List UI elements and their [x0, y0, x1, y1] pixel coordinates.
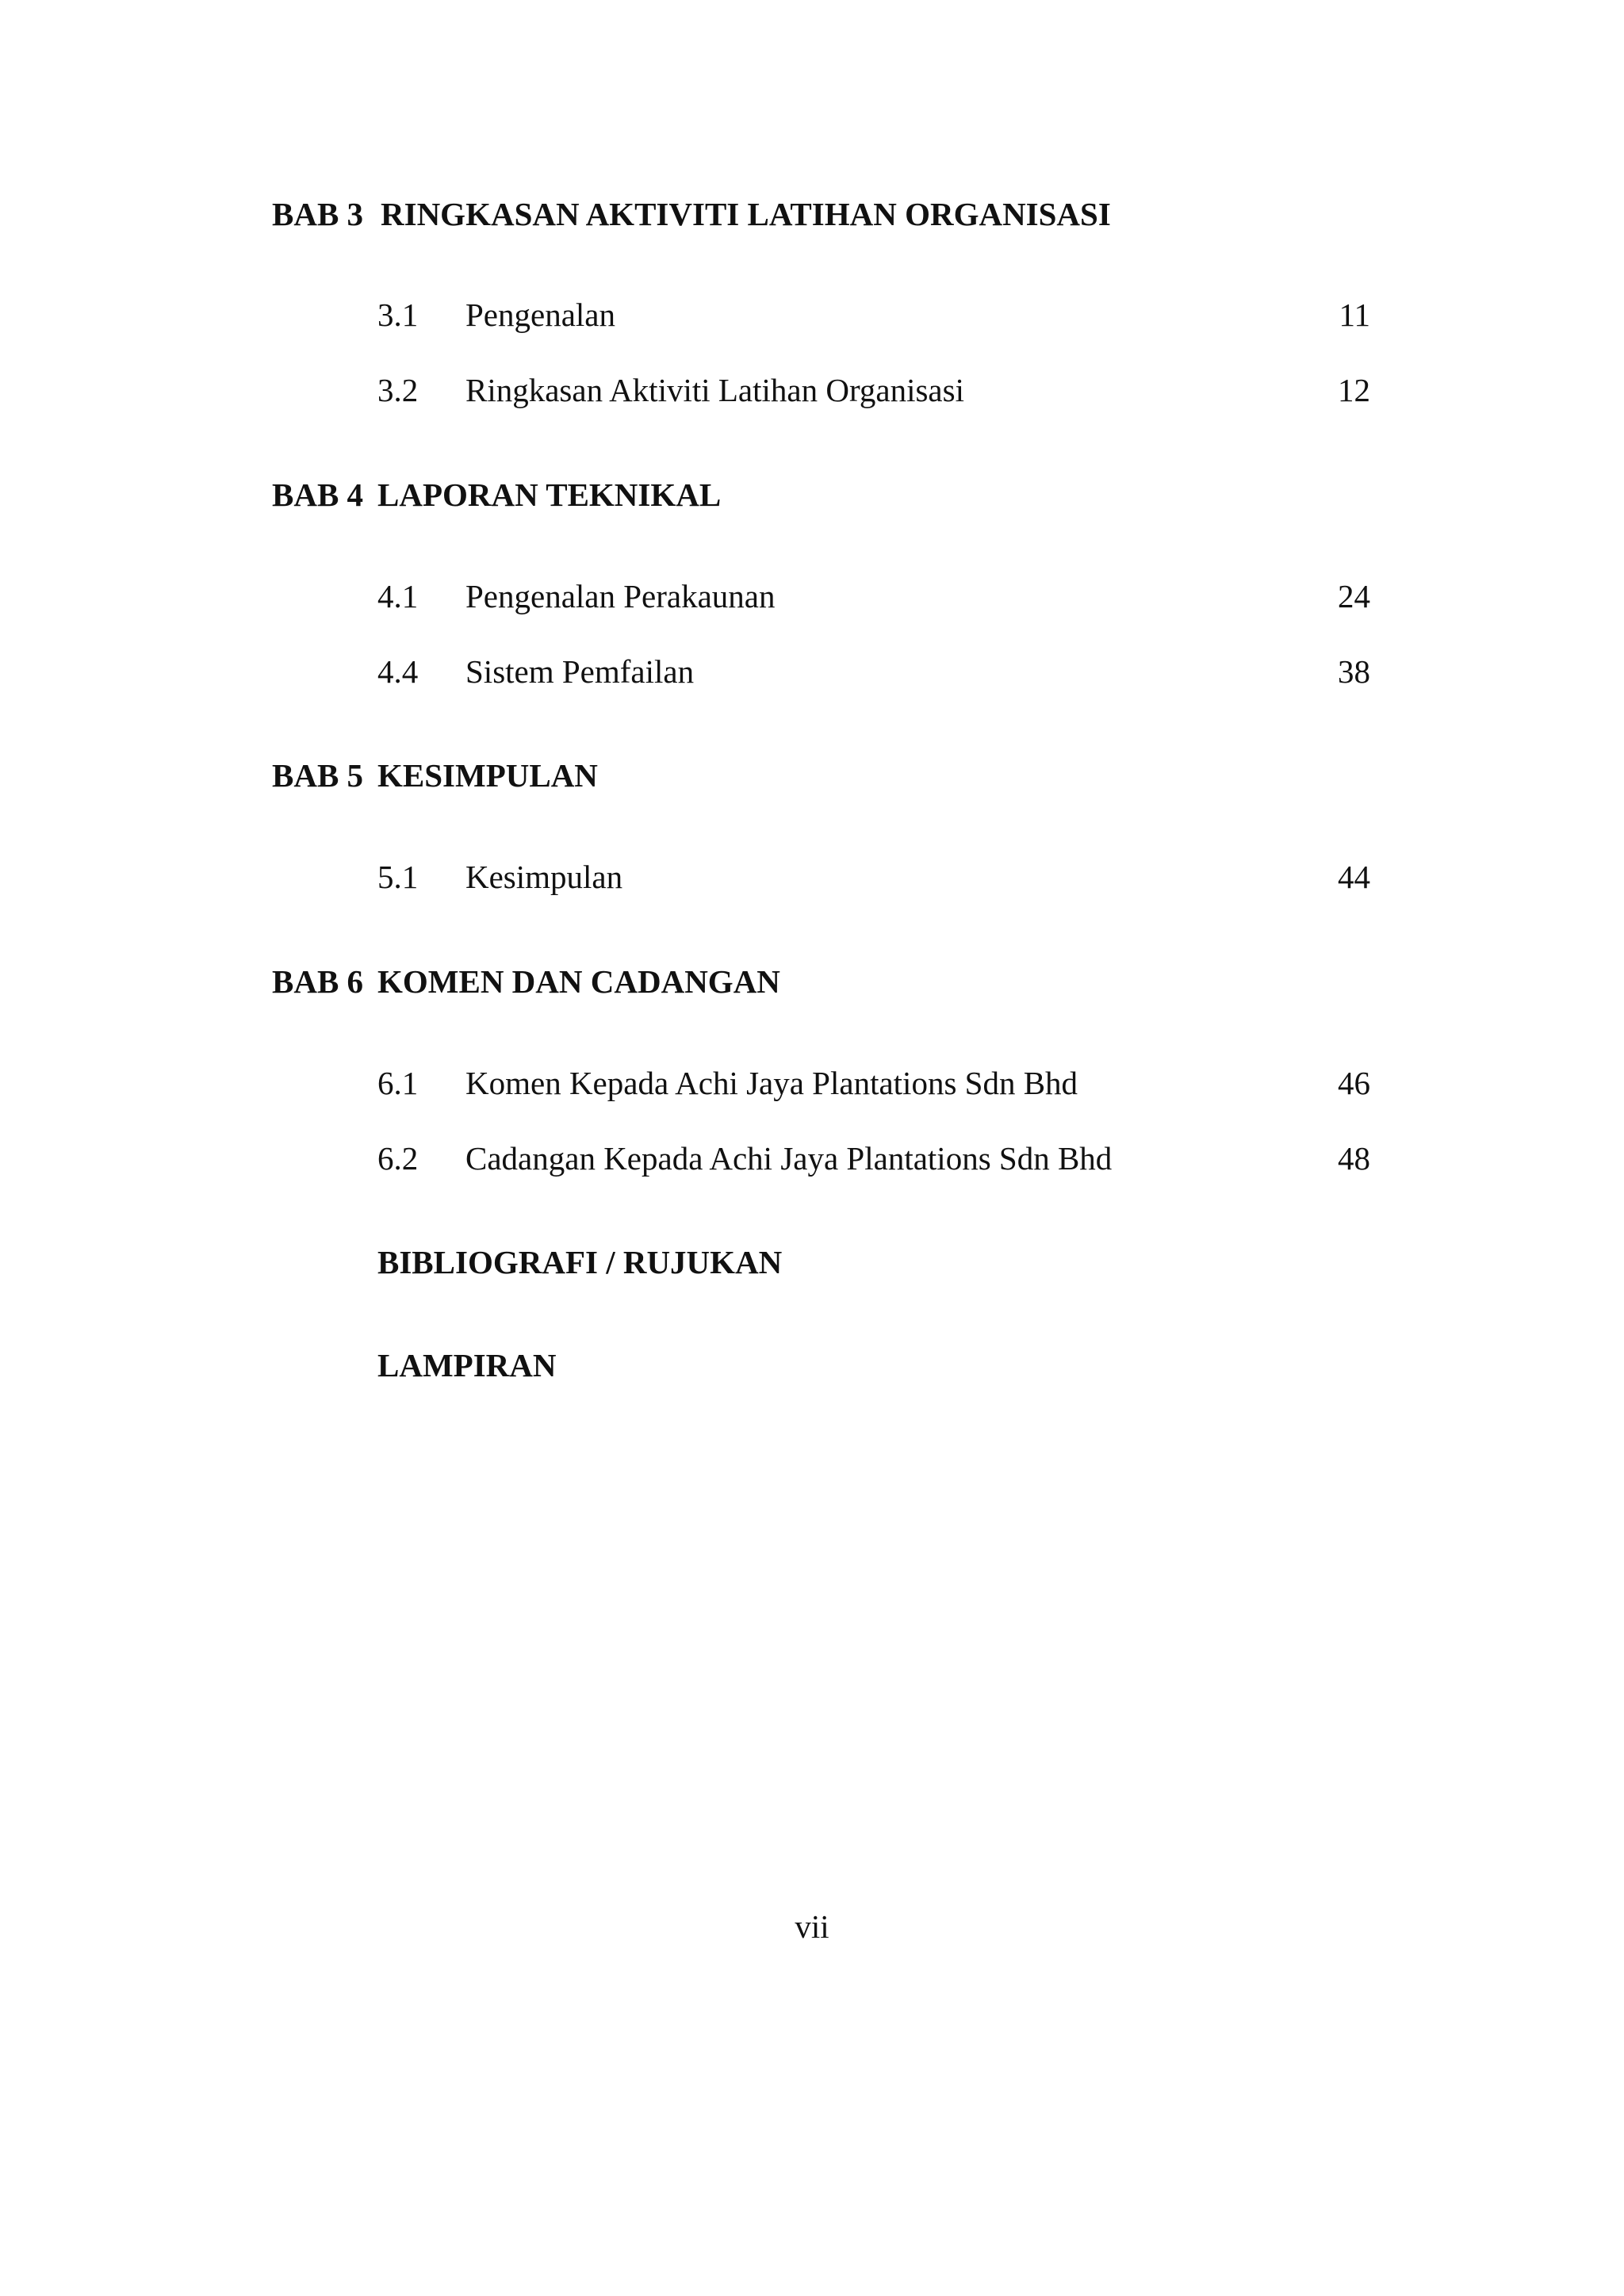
- entry-title: Komen Kepada Achi Jaya Plantations Sdn Bhd: [465, 1065, 1078, 1101]
- toc-entry-4-1[interactable]: [0, 576, 1624, 616]
- entry-number: 6.2: [377, 1140, 419, 1177]
- entry-page-number: 46: [1338, 1065, 1370, 1101]
- chapter-number: BAB 5: [272, 757, 364, 794]
- entry-number: 4.1: [377, 578, 419, 614]
- toc-entry-4-4[interactable]: [0, 652, 1624, 691]
- entry-page-number: 11: [1339, 297, 1370, 333]
- chapter-title: KOMEN DAN CADANGAN: [377, 963, 780, 1000]
- toc-heading-bibliografi[interactable]: BIBLIOGRAFI / RUJUKAN: [377, 1244, 783, 1280]
- entry-number: 3.2: [377, 372, 419, 408]
- entry-number: 3.1: [377, 297, 419, 333]
- chapter-title: LAPORAN TEKNIKAL: [377, 476, 722, 513]
- entry-page-number: 38: [1338, 653, 1370, 690]
- entry-page-number: 44: [1338, 859, 1370, 895]
- page-number: vii: [795, 1908, 829, 1945]
- chapter-number: BAB 3: [272, 196, 364, 232]
- toc-entry-3-2[interactable]: [0, 370, 1624, 410]
- toc-entry-6-2[interactable]: [0, 1138, 1624, 1178]
- toc-entry-5-1[interactable]: [0, 857, 1624, 897]
- chapter-title: KESIMPULAN: [377, 757, 598, 794]
- entry-title: Pengenalan Perakaunan: [465, 578, 776, 614]
- entry-number: 4.4: [377, 653, 419, 690]
- entry-number: 6.1: [377, 1065, 419, 1101]
- entry-title: Kesimpulan: [465, 859, 623, 895]
- toc-entry-3-1[interactable]: [0, 295, 1624, 335]
- entry-title: Ringkasan Aktiviti Latihan Organisasi: [465, 372, 964, 408]
- entry-page-number: 48: [1338, 1140, 1370, 1177]
- toc-heading-lampiran[interactable]: LAMPIRAN: [377, 1347, 557, 1383]
- chapter-number: BAB 6: [272, 963, 364, 1000]
- toc-entry-6-1[interactable]: [0, 1063, 1624, 1103]
- entry-page-number: 24: [1338, 578, 1370, 614]
- entry-title: Cadangan Kepada Achi Jaya Plantations Sdn Bhd: [465, 1140, 1113, 1177]
- chapter-number: BAB 4: [272, 476, 364, 513]
- entry-title: Pengenalan: [465, 297, 615, 333]
- entry-page-number: 12: [1338, 372, 1370, 408]
- entry-title: Sistem Pemfailan: [465, 653, 695, 690]
- chapter-title: RINGKASAN AKTIVITI LATIHAN ORGANISASI: [381, 196, 1111, 232]
- entry-number: 5.1: [377, 859, 419, 895]
